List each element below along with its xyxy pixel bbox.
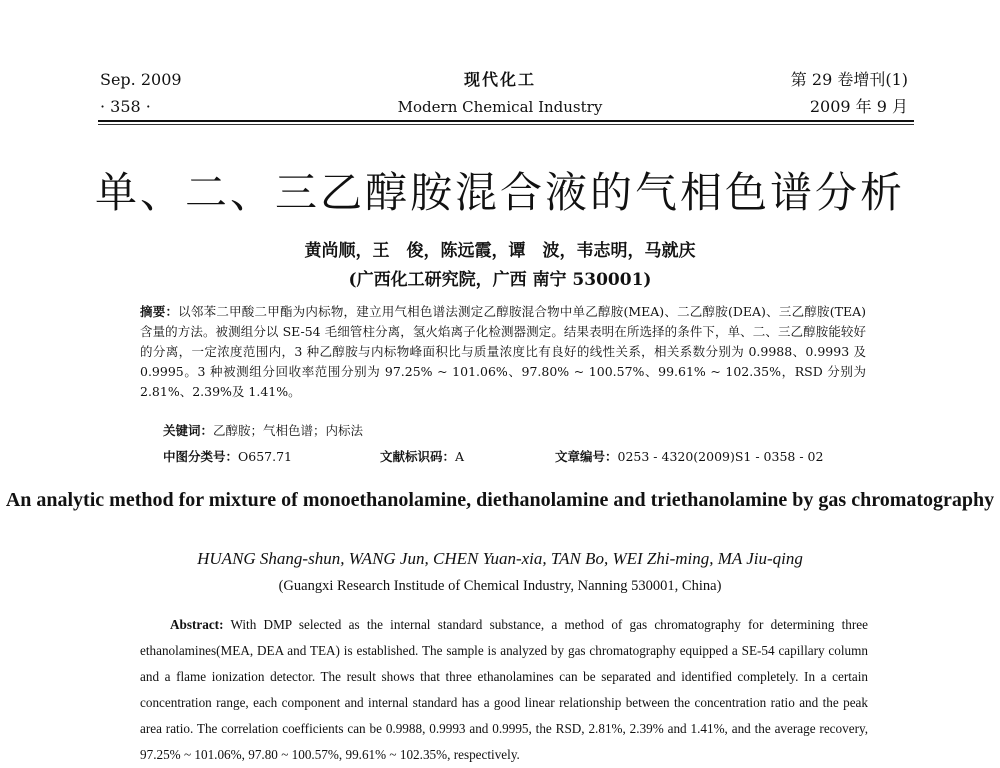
keywords-text: 乙醇胺；气相色谱；内标法 bbox=[213, 423, 364, 438]
volume-issue-cn: 第 29 卷增刊(1) bbox=[790, 70, 908, 89]
doc-code-value: A bbox=[455, 449, 465, 464]
page-number: · 358 · bbox=[100, 97, 151, 116]
doc-code-label: 文献标识码： bbox=[380, 449, 456, 464]
article-title-cn: 单、二、三乙醇胺混合液的气相色谱分析 bbox=[94, 168, 905, 217]
clc-label: 中图分类号： bbox=[163, 449, 239, 464]
journal-title-en: Modern Chemical Industry bbox=[397, 98, 603, 116]
journal-title-cn: 现代化工 bbox=[463, 70, 536, 89]
clc-number bbox=[163, 448, 292, 466]
affiliation-cn: (广西化工研究院，广西 南宁 530001) bbox=[348, 270, 652, 290]
doc-code bbox=[380, 448, 464, 466]
article-number bbox=[555, 448, 823, 466]
abstract-en-text: With DMP selected as the internal standard substance, a method of gas chromatography for determining three ethanolamines(MEA, DEA and TEA) is established. The sample is analyzed by gas chromatography equipped a SE-54 capillary column and a flame ionization detector. The result shows that three ethanolamines can be separated and identified completely. In a certain concentration range, each component and internal standard has a good linear relationship between the concentration ratio and the peak area ratio. The correlation coefficients can be 0.9988, 0.9993 and 0.9995, the RSD, 2.81%, 2.39% and 1.41%, and the average recovery, 97.25% ~ 101.06%, 97.80 ~ 100.57%, 99.61% ~ 102.35%, respectively. bbox=[140, 617, 868, 762]
keywords-label: 关键词： bbox=[163, 423, 214, 438]
header-date-cn: 2009 年 9 月 bbox=[809, 97, 908, 116]
header-rule-thick bbox=[98, 120, 914, 122]
affiliation-en: (Guangxi Research Institude of Chemical Industry, Nanning 530001, China) bbox=[278, 578, 722, 594]
abstract-en-label: Abstract: bbox=[170, 617, 224, 632]
header-rule-thin bbox=[98, 124, 914, 125]
header-date-en: Sep. 2009 bbox=[100, 70, 182, 89]
authors-cn: 黄尚顺，王 俊，陈远霞，谭 波，韦志明，马就庆 bbox=[304, 241, 696, 261]
abstract-cn-label: 摘要： bbox=[140, 304, 179, 319]
abstract-cn-text: 以邻苯二甲酸二甲酯为内标物，建立用气相色谱法测定乙醇胺混合物中单乙醇胺(MEA)、二乙醇胺(DEA)、三乙醇胺(TEA)含量的方法。被测组分以 SE-54 毛细管柱分离，氢火焰离子化检测器测定。结果表明在所选择的条件下，单、二、三乙醇胺能较好的分离，一定浓度范围内，3 种乙醇胺与内标物峰面积比与质量浓度比有良好的线性关系，相关系数分别为 0.9988、0.9993 及 0.9995。3 种被测组分回收率范围分别为 97.25% ~ 101.06%、97.80% ~ 100.57%、99.61% ~ 102.35%，RSD 分别为 2.81%、2.39%及 1.41%。 bbox=[140, 304, 866, 399]
abstract-cn bbox=[140, 302, 866, 402]
keywords bbox=[163, 422, 363, 440]
authors-en: HUANG Shang-shun, WANG Jun, CHEN Yuan-xia, TAN Bo, WEI Zhi-ming, MA Jiu-qing bbox=[197, 549, 803, 568]
abstract-en bbox=[140, 612, 868, 768]
article-title-en: An analytic method for mixture of monoethanolamine, diethanolamine and triethanolamine by gas chromatography bbox=[5, 489, 995, 511]
clc-value: O657.71 bbox=[238, 449, 293, 464]
article-number-label: 文章编号： bbox=[555, 449, 618, 464]
article-number-value: 0253 - 4320(2009)S1 - 0358 - 02 bbox=[617, 449, 824, 464]
